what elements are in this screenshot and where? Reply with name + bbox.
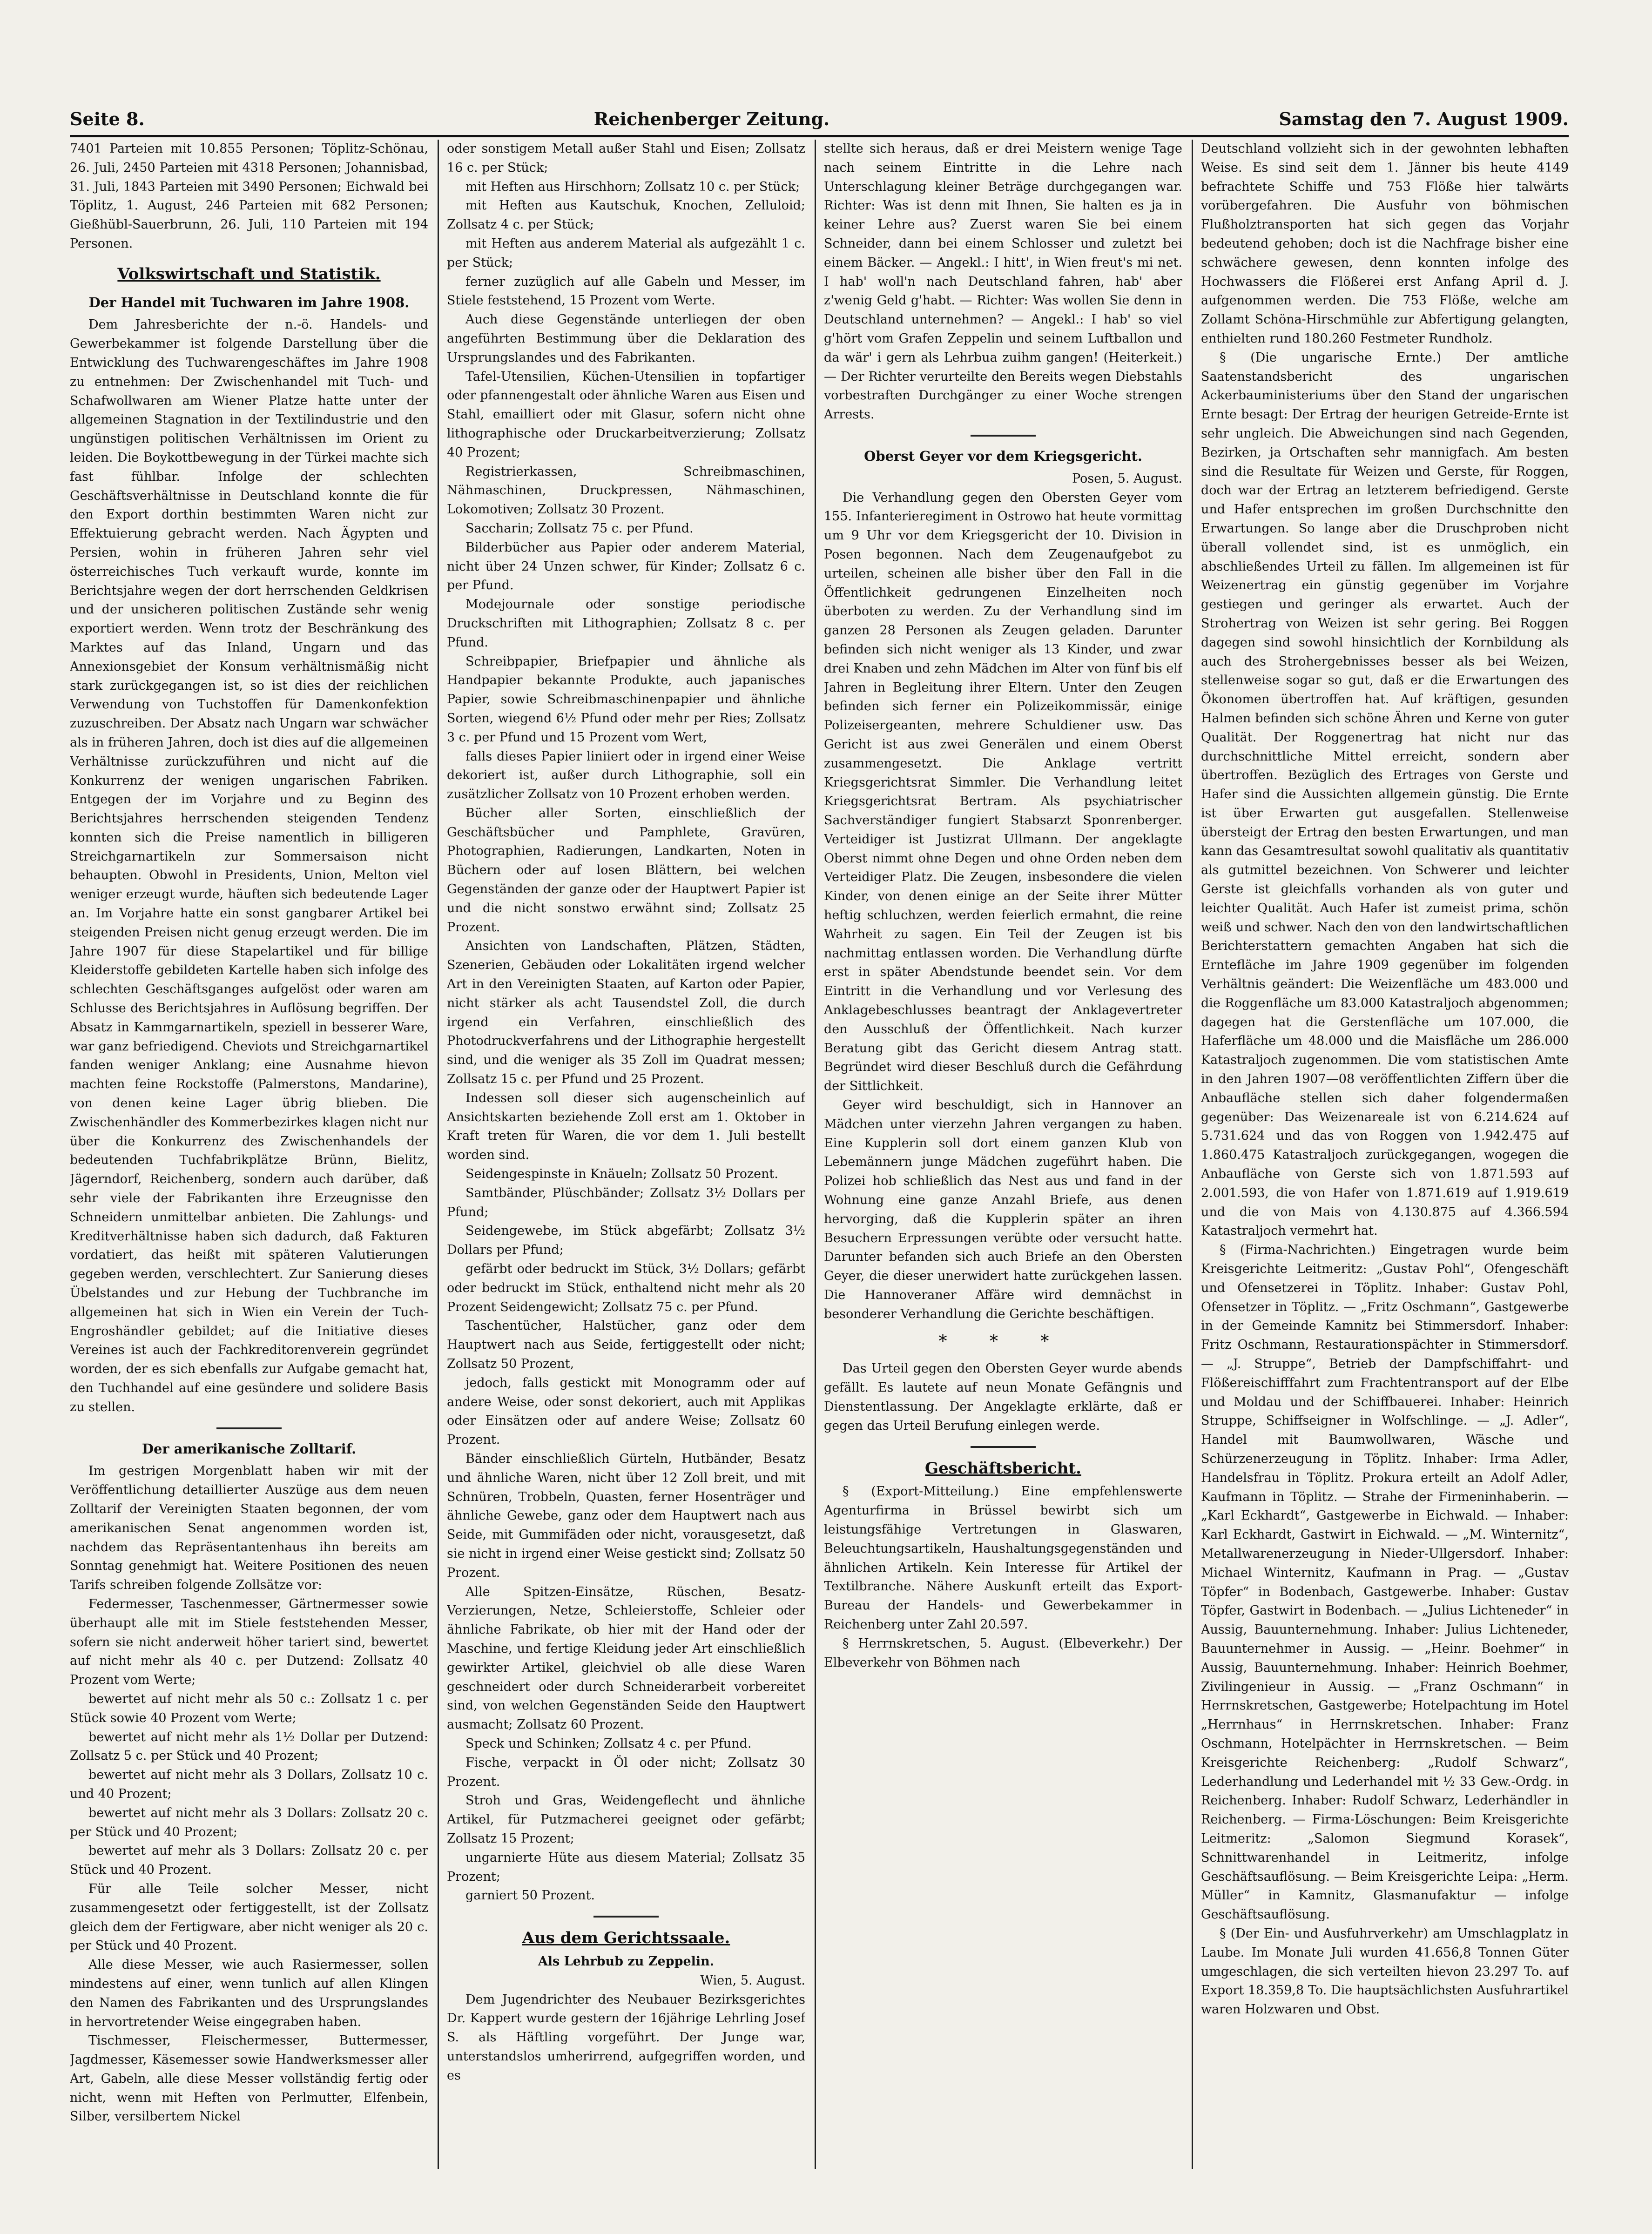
article-paragraph: Samtbänder, Plüschbänder; Zollsatz 3½ Dollars per Pfund; [447, 1185, 805, 1219]
article-paragraph: Fische, verpackt in Öl oder nicht; Zollsatz 30 Prozent. [447, 1755, 805, 1789]
article-paragraph: Bilderbücher aus Papier oder anderem Material, nicht über 24 Unzen schwer, für Kinder; Zollsatz 6 c. per Pfund. [447, 540, 805, 593]
masthead: Reichenberger Zeitung. [593, 108, 830, 129]
article-paragraph: Im gestrigen Morgenblatt haben wir mit der Veröffentlichung detaillierter Auszüge aus dem neuen Zolltarif der Vereinigten Staaten begonnen, der vom amerikanischen Senat angenommen worden ist, nachdem das Repräsentantenhaus ihn bereits am Sonntag genehmigt hat. Weitere Positionen des neuen Tarifs schreiben folgende Zollsätze vor: [70, 1464, 428, 1593]
article-paragraph: Deutschland vollzieht sich in der gewohnten lebhaften Weise. Es sind seit dem 1. Jänner bis heute 4149 befrachtete Schiffe und 753 Flöße hier talwärts vorübergefahren. Die Ausfuhr von böhmischen Flußholztransporten hat sich gegen das Vorjahr bedeutend gehoben; doch ist die Nachfrage bisher eine schwächere gewesen, denn konnten infolge des Hochwassers die Flößerei erst Anfang April d. J. aufgenommen werden. Die 753 Flöße, welche am Zollamt Schöna-Hirschmühle zur Abfertigung gelangten, enthielten rund 180.260 Festmeter Rundholz. [1201, 141, 1569, 346]
article-paragraph: § (Firma-Nachrichten.) Eingetragen wurde beim Kreisgerichte Leitmeritz: „Gustav Pohl“, Ofengeschäft und Ofensetzerei in Töplitz. Inhaber: Gustav Pohl, Ofensetzer in Töplitz. — „Fritz Oschmann“, Gastgewerbe in der Gemeinde Kamnitz bei Stimmersdorf. Inhaber: Fritz Oschmann, Restaurationspächter in Stimmersdorf. — „J. Struppe“, Betrieb der Dampfschiffahrt- und Flößereischifffahrt zum Frachtentransport auf der Elbe und Moldau und der Schiffbauerei. Inhaber: Heinrich Struppe, Schiffseigner in Wolfschlinge. — „J. Adler“, Handel mit Baumwollwaren, Wäsche und Schürzenerzeugung in Töplitz. Inhaber: Irma Adler, Handelsfrau in Töplitz. Prokura erteilt an Adolf Adler, Kaufmann in Töplitz. — Strahe der Firmeninhaberin. — „Karl Eckhardt“, Gastgewerbe in Eichwald. — Inhaber: Karl Eckhardt, Gastwirt in Eichwald. — „M. Winternitz“, Metallwarenerzeugung in Nieder-Ullgersdorf. Inhaber: Michael Winternitz, Kaufmann in Prag. — „Gustav Töpfer“ in Bodenbach, Gastgewerbe. Inhaber: Gustav Töpfer, Gastwirt in Bodenbach. — „Julius Lichteneder“ in Aussig, Bauunternehmung. Inhaber: Julius Lichteneder, Bauunternehmer in Aussig. — „Heinr. Boehmer“ in Aussig, Bauunternehmung. Inhaber: Heinrich Boehmer, Zivilingenieur in Aussig. — „Franz Oschmann“ in Herrnskretschen, Gastgewerbe; Hotelpachtung im Hotel „Herrnhaus“ in Herrnskretschen. Inhaber: Franz Oschmann, Hotelpächter in Herrnskretschen. — Beim Kreisgerichte Reichenberg: „Rudolf Schwarz“, Lederhandlung und Lederhandel mit ½ 33 Gew.-Ordg. in Reichenberg. Inhaber: Rudolf Schwarz, Lederhändler in Reichenberg. — Firma-Löschungen: Beim Kreisgerichte Leitmeritz: „Salomon Siegmund Korasek“, Schnittwarenhandel in Leitmeritz, infolge Geschäftsauflösung. — Beim Kreisgerichte Leipa: „Herm. Müller“ in Kamnitz, Glasmanufaktur — infolge Geschäftsauflösung. [1201, 1243, 1569, 1922]
section-heading: Volkswirtschaft und Statistik. [117, 264, 381, 283]
article-subheading: Als Lehrbub zu Zeppelin. [538, 1954, 715, 1969]
article-paragraph: Für alle Teile solcher Messer, nicht zusammengesetzt oder fertiggestellt, ist der Zollsatz gleich dem der Fertigware, aber nicht weniger als 20 c. per Stück und 40 Prozent. [70, 1881, 428, 1953]
article-paragraph: Bücher aller Sorten, einschließlich der Geschäftsbücher und Pamphlete, Gravüren, Photographien, Radierungen, Landkarten, Noten in Büchern oder auf losen Blättern, bei welchen Gegenständen der ganze oder der Hauptwert Papier ist und die nicht sonstwo erwähnt sind; Zollsatz 25 Prozent. [447, 806, 805, 935]
article-paragraph: Bänder einschließlich Gürteln, Hutbänder, Besatz und ähnliche Waren, nicht über 12 Zoll breit, und mit Schnüren, Trobbeln, Quasten, ferner Hosenträger und ähnliche Gewebe, ganz oder dem Hauptwert nach aus Seide, mit Gummifäden oder nicht, vorausgesetzt, daß sie nicht in irgend einer Weise gestickt sind; Zollsatz 50 Prozent. [447, 1451, 805, 1580]
article-paragraph: § Herrnskretschen, 5. August. (Elbeverkehr.) Der Elbeverkehr von Böhmen nach [824, 1636, 1182, 1670]
article-paragraph: § (Export-Mitteilung.) Eine empfehlenswerte Agenturfirma in Brüssel bewirbt sich um leistungsfähige Vertretungen in Glaswaren, Beleuchtungsartikeln, Haushaltungsgegenständen und ähnlichen Artikeln. Kein Interesse für Artikel der Textilbranche. Nähere Auskunft erteilt das Export-Bureau der Handels- und Gewerbekammer in Reichenberg unter Zahl 20.597. [824, 1484, 1182, 1632]
article-paragraph: Ansichten von Landschaften, Plätzen, Städten, Szenerien, Gebäuden oder Lokalitäten irgend welcher Art in den Vereinigten Staaten, auf Karton oder Papier, nicht stärker als acht Tausendstel Zoll, die durch irgend ein Verfahren, einschließlich des Photodruckverfahrens und der Lithographie hergestellt sind, und die weniger als 35 Zoll im Quadrat messen; Zollsatz 15 c. per Pfund und 25 Prozent. [447, 939, 805, 1087]
section-heading: Aus dem Gerichtssaale. [522, 1929, 730, 1948]
article-paragraph: bewertet auf nicht mehr als 3 Dollars, Zollsatz 10 c. und 40 Prozent; [70, 1768, 428, 1801]
article-paragraph: bewertet auf mehr als 3 Dollars: Zollsatz 20 c. per Stück und 40 Prozent. [70, 1844, 428, 1877]
article-paragraph: Die Verhandlung gegen den Obersten Geyer vom 155. Infanterieregiment in Ostrowo hat heute vormittag um 9 Uhr vor dem Kriegsgericht der 10. Division in Posen begonnen. Nach dem Zeugenaufgebot zu urteilen, scheinen alle bisher über den Fall in die Öffentlichkeit gedrungenen Einzelheiten noch überboten zu werden. Zu der Verhandlung sind im ganzen 28 Personen als Zeugen geladen. Darunter befinden sich nicht weniger als 13 Kinder, und zwar drei Knaben und zehn Mädchen im Alter von fünf bis elf Jahren in Begleitung ihrer Eltern. Unter den Zeugen befinden sich ferner ein Polizeikommissär, einige Polizeisergeanten, mehrere Schuldiener usw. Das Gericht ist aus zwei Generälen und einem Oberst zusammengesetzt. Die Anklage vertritt Kriegsgerichtsrat Simmler. Die Verhandlung leitet Kriegsgerichtsrat Bertram. Als psychiatrischer Sachverständiger fungiert Stabsarzt Sponrenberger. Verteidiger ist Justizrat Ullmann. Der angeklagte Oberst nimmt ohne Degen und ohne Orden neben dem Verteidiger Platz. Die Zeugen, insbesondere die vielen Kinder, von denen einige an der Seite ihrer Mütter heftig schluchzen, werden feierlich ermahnt, die reine Wahrheit zu sagen. Ein Teil der Zeugen ist bis nachmittag entlassen worden. Die Verhandlung dürfte erst in später Abendstunde beendet sein. Vor dem Eintritt in die Verhandlung und vor Verlesung des Anklagebeschlusses beantragt der Anklagevertreter den Ausschluß der Öffentlichkeit. Nach kurzer Beratung gibt das Gericht diesem Antrag statt. Begründet wird dieser Beschluß durch die Gefährdung der Sittlichkeit. [824, 490, 1182, 1094]
article-paragraph: Federmesser, Taschenmesser, Gärtnermesser sowie überhaupt alle mit im Stiele feststehenden Messer, sofern sie nicht anderweit höher tariert sind, bewertet auf nicht mehr als 40 c. per Dutzend: Zollsatz 40 Prozent vom Werte; [70, 1596, 428, 1688]
article-paragraph: Dem Jugendrichter des Neubauer Bezirksgerichtes Dr. Kappert wurde gestern der 16jährige Lehrling Josef S. als Häftling vorgeführt. Der Junge war, unterstandslos umherirrend, aufgegriffen worden, und es [447, 1992, 805, 2083]
article-paragraph: Auch diese Gegenstände unterliegen der oben angeführten Bestimmung über die Deklaration des Ursprungslandes und des Fabrikanten. [447, 312, 805, 365]
article-paragraph: jedoch, falls gestickt mit Monogramm oder auf andere Weise, oder sonst dekoriert, auch mit Applikas oder Einsätzen oder auf andere Weise; Zollsatz 60 Prozent. [447, 1375, 805, 1447]
article-paragraph: garniert 50 Prozent. [465, 1888, 595, 1903]
article-paragraph: § (Der Ein- und Ausfuhrverkehr) am Umschlagplatz in Laube. Im Monate Juli wurden 41.656,8 Tonnen Güter umgeschlagen, die sich verteilten hievon 23.297 To. auf Export 18.359,8 To. Die hauptsächlichsten Ausfuhrartikel waren Holzwaren und Obst. [1201, 1926, 1569, 2017]
separator [971, 435, 1036, 437]
article-paragraph: Dem Jahresberichte der n.-ö. Handels- und Gewerbekammer ist folgende Darstellung über die Entwicklung des Tuchwarengeschäftes im Jahre 1908 zu entnehmen: Der Zwischenhandel mit Tuch- und Schafwollwaren am Wiener Platze hatte unter der allgemeinen Stagnation in der Textilindustrie und den ungünstigen politischen Verhältnissen im Orient zu leiden. Die Boykottbewegung in der Türkei machte sich fast fühlbar. Infolge der schlechten Geschäftsverhältnisse in Deutschland konnte die für den Export dorthin bestimmten Waren nicht zur Effektuierung gebracht werden. Nach Ägypten und Persien, wohin in früheren Jahren sehr viel österreichisches Tuch verkauft wurde, konnte im Berichtsjahre wegen der dort herrschenden Geldkrisen und der unsicheren politischen Zustände sehr wenig exportiert werden. Wenn trotz der Beschränkung des Marktes auf das Inland, Ungarn und das Annexionsgebiet der Konsum verhältnismäßig nicht stark zurückgegangen ist, so ist dies der reichlichen Verwendung von Tuchstoffen für Damenkonfektion zuzuschreiben. Der Absatz nach Ungarn war schwächer als in früheren Jahren, doch ist dies auf die allgemeinen Verhältnisse zurückzuführen und nicht auf die Konkurrenz der wenigen ungarischen Fabriken. Entgegen der im Vorjahre und zu Beginn des Berichtsjahres herrschenden steigenden Tendenz konnten sich die Preise namentlich in billigeren Streichgarnartikeln zur Sommersaison nicht behaupten. Obwohl in Presidents, Union, Melton viel weniger erzeugt wurde, häuften sich bedeutende Lager an. Im Vorjahre hatte ein sonst gangbarer Artikel bei steigenden Preisen nicht genug erzeugt werden. Die im Jahre 1907 für diese Stapelartikel und für billige Kleiderstoffe gebildeten Kartelle haben sich infolge des schlechten Geschäftsganges aufgelöst oder waren am Schlusse des Berichtsjahres in Auflösung begriffen. Der Absatz in Kammgarnartikeln, speziell in besserer Ware, war ganz befriedigend. Cheviots und Streichgarnartikel fanden weniger Anklang; eine Ausnahme hievon machten feine Rockstoffe (Palmerstons, Mandarine), von denen keine Lager übrig blieben. Die Zwischenhändler des Kommerbezirkes klagen nicht nur über die Konkurrenz des Zwischenhandels der bedeutenden Tuchfabrikplätze Brünn, Bielitz, Jägerndorf, Reichenberg, sondern auch darüber, daß sehr viele der Fabrikanten ihre Erzeugnisse den Schneidern unmittelbar anbieten. Die Zahlungs- und Kreditverhältnisse haben sich dadurch, daß Fakturen vordatiert, das heißt mit späteren Valutierungen gegeben werden, verschlechtert. Zur Sanierung dieses Übelstandes und zur Hebung der Tuchbranche im allgemeinen hat sich in Wien ein Verein der Tuch-Engroshändler gebildet; auf die Initiative dieses Vereines ist auch der Fachkreditorenverein gegründet worden, der es sich ebenfalls zur Aufgabe gemacht hat, den Tuchhandel auf eine gesündere und solidere Basis zu stellen. [70, 317, 428, 1414]
column-3 [824, 140, 1182, 2169]
article-paragraph: Stroh und Gras, Weidengeflecht und ähnliche Artikel, für Putzmacherei geeignet oder gefärbt; Zollsatz 15 Prozent; [447, 1793, 805, 1846]
article-paragraph: Alle Spitzen-Einsätze, Rüschen, Besatz-Verzierungen, Netze, Schleierstoffe, Schleier oder ähnliche Fabrikate, ob hier mit der Hand oder der Maschine, und fertige Kleidung jeder Art einschließlich gewirkter Artikel, gleichviel ob alle diese Waren geschneidert oder durch Schneiderarbeit vorbereitet sind, von welchen Gegenständen Seide den Hauptwert ausmacht; Zollsatz 60 Prozent. [447, 1584, 805, 1732]
article-paragraph: mit Heften aus Hirschhorn; Zollsatz 10 c. per Stück; [465, 179, 800, 194]
article-paragraph: ungarnierte Hüte aus diesem Material; Zollsatz 35 Prozent; [447, 1850, 805, 1884]
article-paragraph: Saccharin; Zollsatz 75 c. per Pfund. [465, 521, 694, 536]
article-paragraph: oder sonstigem Metall außer Stahl und Eisen; Zollsatz 16 c. per Stück; [447, 141, 805, 175]
article-paragraph: Alle diese Messer, wie auch Rasiermesser, sollen mindestens auf einer, wenn tunlich auf allen Klingen den Namen des Fabrikanten und des Ursprungslandes in hervortretender Weise eingegraben haben. [70, 1958, 428, 2029]
asterism: * * * [938, 1332, 1068, 1351]
page-header [70, 102, 1569, 137]
article-paragraph: ferner zuzüglich auf alle Gabeln und Messer, im Stiele feststehend, 15 Prozent vom Werte. [447, 274, 805, 308]
article-paragraph: Speck und Schinken; Zollsatz 4 c. per Pfund. [465, 1736, 752, 1751]
separator [593, 1916, 659, 1918]
article-paragraph: bewertet auf nicht mehr als 3 Dollars: Zollsatz 20 c. per Stück und 40 Prozent; [70, 1805, 428, 1839]
article-paragraph: Modejournale oder sonstige periodische Druckschriften mit Lithographien; Zollsatz 8 c. per Pfund. [447, 597, 805, 650]
article-headline: Der Handel mit Tuchwaren im Jahre 1908. [88, 294, 410, 310]
article-paragraph: § (Die ungarische Ernte.) Der amtliche Saatenstandsbericht des ungarischen Ackerbauministeriums über den Stand der ungarischen Ernte besagt: Der Ertrag der heurigen Getreide-Ernte ist sehr ungleich. Die Abweichungen sind nach Gegenden, Bezirken, ja Ortschaften sehr mannigfach. Am besten sind die Resultate für Weizen und Gerste, für Roggen, doch war der Ertrag an letzterem befriedigend. Gerste und Hafer entsprechen im großen Durchschnitte den Erwartungen. So lange aber die Druschproben nicht überall vollendet sind, ist es unmöglich, ein abschließendes Urteil zu fällen. Im allgemeinen ist für Weizenertrag ein günstig gegenüber im Vorjahre gestiegen und geringer als erwartet. Auch der Strohertrag von Weizen ist sehr gering. Bei Roggen dagegen sind sowohl hinsichtlich der Kornbildung als auch des Strohergebnisses besser als bei Weizen, stellenweise sogar so gut, daß er die Erwartungen des Ökonomen übertroffen hat. Auf kräftigen, gesunden Halmen befinden sich schöne Ähren und Kerne von guter Qualität. Der Roggenertrag hat nicht nur das durchschnittliche Mittel erreicht, sondern aber übertroffen. Bezüglich des Ertrages von Gerste und Hafer sind die Aussichten allgemein günstig. Die Ernte ist über Erwarten gut ausgefallen. Stellenweise übersteigt der Ertrag den besten Erwartungen, und man kann das Gesamtresultat sowohl qualitativ als quantitativ als gutmittel bezeichnen. Von Schwerer und leichter Gerste ist gleichfalls vorhanden als von guter und leichter Qualität. Auch Hafer ist zumeist prima, schön weiß und schwer. Nach den von den landwirtschaftlichen Berichterstattern gemachten Angaben hat sich die Erntefläche im Jahre 1909 gegenüber im folgenden Verhältnis geändert: Die Weizenfläche um 483.000 und die Roggenfläche um 83.000 Katastraljoch abgenommen; dagegen hat die Gerstenfläche um 107.000, die Haferfläche um 48.000 und die Maisfläche um 286.000 Katastraljoch zugenommen. Die vom statistischen Amte in den Jahren 1907—08 veröffentlichten Ziffern über die Anbaufläche stellen sich daher folgendermaßen gegenüber: Das Weizenareale ist von 6.214.624 auf 5.731.624 und das von Roggen von 1.942.475 auf 1.860.475 Katastraljoch zurückgegangen, wogegen die Anbaufläche von Gerste sich von 1.871.593 auf 2.001.593, die von Hafer von 1.871.619 auf 1.919.619 und die von Mais von 4.130.875 auf 4.366.594 Katastraljoch vermehrt hat. [1201, 350, 1569, 1238]
section-heading: Geschäftsbericht. [925, 1459, 1081, 1478]
article-paragraph: Das Urteil gegen den Obersten Geyer wurde abends gefällt. Es lautete auf neun Monate Gefängnis und Dienstentlassung. Der Angeklagte erklärte, daß er gegen das Urteil Berufung einlegen werde. [824, 1361, 1182, 1433]
column-rule [1192, 140, 1193, 2169]
article-paragraph: bewertet auf nicht mehr als 1½ Dollar per Dutzend: Zollsatz 5 c. per Stück und 40 Prozent; [70, 1729, 428, 1763]
article-paragraph: mit Heften aus anderem Material als aufgezählt 1 c. per Stück; [447, 236, 805, 270]
separator [971, 1446, 1036, 1448]
article-paragraph: Taschentücher, Halstücher, ganz oder dem Hauptwert nach aus Seide, fertiggestellt oder nicht; Zollsatz 50 Prozent, [447, 1319, 805, 1371]
article-paragraph: 7401 Parteien mit 10.855 Personen; Töplitz-Schönau, 26. Juli, 2450 Parteien mit 4318 Personen; Johannisbad, 31. Juli, 1843 Parteien mit 3490 Personen; Eichwald bei Töplitz, 1. August, 246 Parteien mit 682 Personen; Gießhübl-Sauerbrunn, 26. Juli, 110 Parteien mit 194 Personen. [70, 141, 428, 251]
dateline: Posen, 5. August. [1072, 471, 1182, 486]
article-paragraph: Schreibpapier, Briefpapier und ähnliche als Handpapier bekannte Produkte, auch japanisches Papier, sowie Schreibmaschinenpapier und ähnliche Sorten, wiegend 6½ Pfund oder mehr per Ries; Zollsatz 3 c. per Pfund und 15 Prozent vom Wert, [447, 654, 805, 745]
article-paragraph: Indessen soll dieser sich augenscheinlich auf Ansichtskarten beziehende Zoll erst am 1. Oktober in Kraft treten für Waren, die vor dem 1. Juli bestellt worden sind. [447, 1090, 805, 1163]
column-rule [815, 140, 816, 2169]
article-paragraph: Tafel-Utensilien, Küchen-Utensilien in topfartiger oder pfannengestalt oder ähnliche Waren aus Eisen und Stahl, emailliert oder mit Glasur, sofern nicht ohne lithographische oder Druckarbeitverzierung; Zollsatz 40 Prozent; [447, 369, 805, 460]
article-paragraph: gefärbt oder bedruckt im Stück, 3½ Dollars; gefärbt oder bedruckt im Stück, enthaltend nicht mehr als 20 Prozent Seidengewicht; Zollsatz 75 c. per Pfund. [447, 1262, 805, 1314]
article-headline: Der amerikanische Zolltarif. [142, 1440, 357, 1457]
article-headline: Oberst Geyer vor dem Kriegsgericht. [864, 448, 1142, 464]
article-paragraph: Geyer wird beschuldigt, sich in Hannover an Mädchen unter vierzehn Jahren vergangen zu haben. Eine Kupplerin soll dort einem ganzen Klub von Lebemännern junge Mädchen zugeführt haben. Die Polizei hob schließlich das Nest aus und fand in der Wohnung eine ganze Anzahl Briefe, aus denen hervorging, daß die Kupplerin später an ihren Besuchern Erpressungen verübte oder versucht hatte. Darunter befanden sich auch Briefe an den Obersten Geyer, die dieser unerwidert hatte zurückgehen lassen. Die Hannoveraner Affäre wird demnächst in besonderer Verhandlung die Gerichte beschäftigen. [824, 1098, 1182, 1321]
page-number: Seite 8. [70, 108, 145, 129]
article-paragraph: mit Heften aus Kautschuk, Knochen, Zelluloid; Zollsatz 4 c. per Stück; [447, 198, 805, 232]
article-paragraph: Registrierkassen, Schreibmaschinen, Nähmaschinen, Druckpressen, Nähmaschinen, Lokomotiven; Zollsatz 30 Prozent. [447, 464, 805, 517]
article-paragraph: falls dieses Papier liniiert oder in irgend einer Weise dekoriert ist, außer durch Lithographie, soll ein zusätzlicher Zollsatz von 10 Prozent erhoben werden. [447, 749, 805, 802]
column-2 [447, 140, 805, 2169]
article-paragraph: Seidengespinste in Knäueln; Zollsatz 50 Prozent. [465, 1167, 778, 1182]
dateline: Wien, 5. August. [700, 1973, 805, 1988]
column-4 [1201, 140, 1569, 2169]
article-paragraph: Tischmesser, Fleischermesser, Buttermesser, Jagdmesser, Käsemesser sowie Handwerksmesser aller Art, Gabeln, alle diese Messer vollständig fertig oder nicht, wenn mit Heften von Perlmutter, Elfenbein, Silber, versilbertem Nickel [70, 2033, 428, 2124]
article-paragraph: bewertet auf nicht mehr als 50 c.: Zollsatz 1 c. per Stück sowie 40 Prozent vom Werte; [70, 1691, 428, 1725]
article-paragraph: Seidengewebe, im Stück abgefärbt; Zollsatz 3½ Dollars per Pfund; [447, 1224, 805, 1258]
column-rule [438, 140, 439, 2169]
separator [216, 1427, 282, 1429]
issue-date: Samstag den 7. August 1909. [1279, 108, 1569, 129]
article-paragraph: stellte sich heraus, daß er drei Meistern wenige Tage nach seinem Eintritte in die Lehre nach Unterschlagung kleiner Beträge durchgegangen war. Richter: Was ist denn mit Ihnen, Sie halten es ja in keiner Lehre aus? Zuerst waren Sie bei einem Schneider, dann bei einem Schlosser und zuletzt bei einem Bäcker. — Angekl.: I hitt', in Wien freut's mi net. I hab' woll'n nach Deutschland fahren, hab' aber z'wenig Geld g'habt. — Richter: Was wollen Sie denn in Deutschland unternehmen? — Angekl.: I hab' so viel g'hört vom Grafen Zeppelin und seinem Luftballon und da wär' i gern als Lehrbua zuihm gangen! (Heiterkeit.) — Der Richter verurteilte den Bereits wegen Diebstahls vorbestraften Durchgänger zu einer Woche strengen Arrests. [824, 141, 1182, 422]
column-1 [70, 140, 428, 2169]
